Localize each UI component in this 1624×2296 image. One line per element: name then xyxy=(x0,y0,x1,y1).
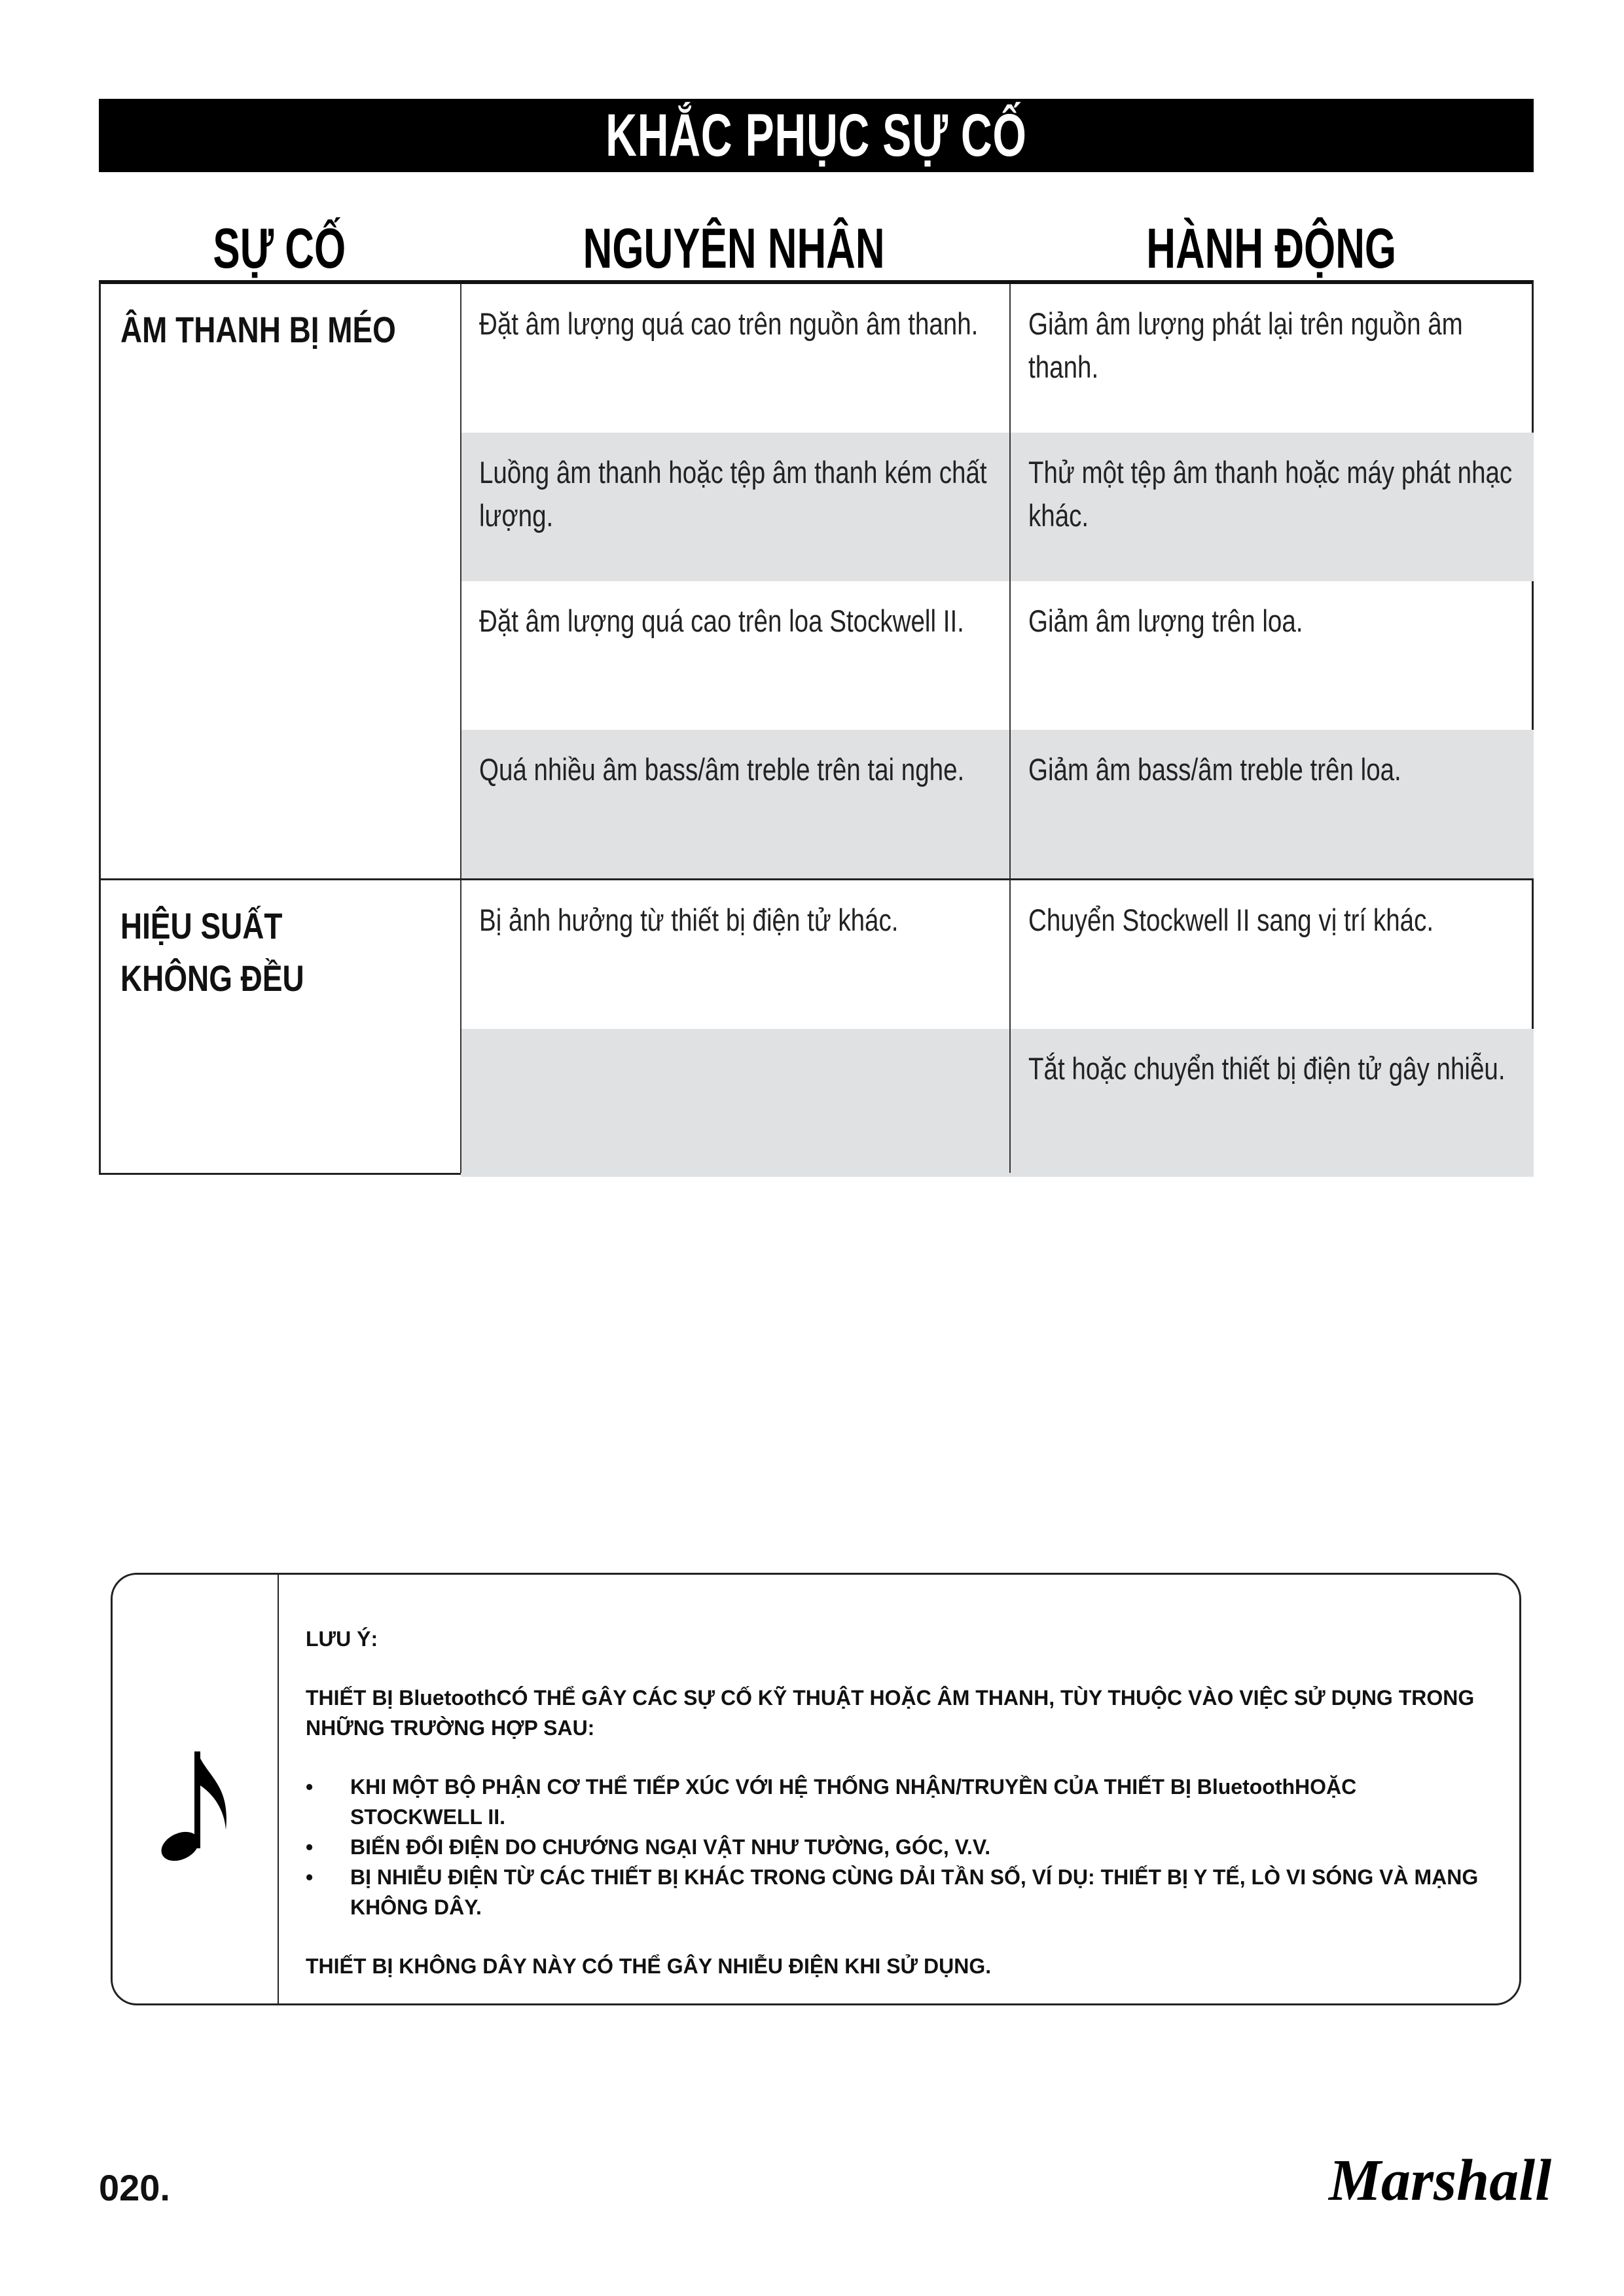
table-row-cause xyxy=(461,1029,1010,1177)
issue-label-distortion: ÂM THANH BỊ MÉO xyxy=(120,309,396,350)
table-row-cause: Đặt âm lượng quá cao trên loa Stockwell II. xyxy=(479,603,964,638)
troubleshooting-table xyxy=(99,280,1534,1175)
table-row-cause: Luồng âm thanh hoặc tệp âm thanh kém chất lượng. xyxy=(461,433,1010,581)
table-row-cause: Đặt âm lượng quá cao trên nguồn âm thanh. xyxy=(479,306,979,341)
note-footer: THIẾT BỊ KHÔNG DÂY NÀY CÓ THỂ GÂY NHIỄU ĐIỆN KHI SỬ DỤNG. xyxy=(306,1954,992,1978)
column-divider xyxy=(460,284,461,1173)
note-divider xyxy=(278,1575,279,2003)
table-row-action: Thử một tệp âm thanh hoặc máy phát nhạc khác. xyxy=(1010,433,1534,581)
column-header-action: HÀNH ĐỘNG xyxy=(1146,217,1396,280)
issue-label-uneven-performance: HIỆU SUẤT KHÔNG ĐỀU xyxy=(120,905,304,999)
group-divider xyxy=(101,878,1532,880)
brand-logo: Marshall xyxy=(1329,2148,1552,2213)
note-box xyxy=(111,1573,1521,2005)
table-row-action: Giảm âm bass/âm treble trên loa. xyxy=(1010,730,1534,878)
page-number: 020. xyxy=(99,2167,170,2208)
note-bullet-list xyxy=(306,1772,1493,1922)
note-bullet: • KHI MỘT BỘ PHẬN CƠ THỂ TIẾP XÚC VỚI HỆ THỐNG NHẬN/TRUYỀN CỦA THIẾT BỊ BluetoothHOẶC STOCKWELL II. xyxy=(306,1772,1493,1832)
page-title: KHẮC PHỤC SỰ CỐ xyxy=(605,101,1027,169)
column-header-issue: SỰ CỐ xyxy=(213,217,346,280)
table-row-action: Tắt hoặc chuyển thiết bị điện tử gây nhiễu. xyxy=(1010,1029,1534,1177)
note-content xyxy=(306,1624,1493,1981)
column-header-cause: NGUYÊN NHÂN xyxy=(583,217,885,280)
table-row-action: Chuyển Stockwell II sang vị trí khác. xyxy=(1028,903,1434,937)
table-row-cause: Quá nhiều âm bass/âm treble trên tai nghe. xyxy=(461,730,1010,878)
page-title-bar xyxy=(99,99,1534,172)
column-divider xyxy=(1009,284,1011,1173)
note-heading: LƯU Ý: xyxy=(306,1627,378,1651)
table-row-action: Giảm âm lượng phát lại trên nguồn âm thanh. xyxy=(1028,306,1463,384)
table-row-cause: Bị ảnh hưởng từ thiết bị điện tử khác. xyxy=(479,903,899,937)
note-intro: THIẾT BỊ BluetoothCÓ THỂ GÂY CÁC SỰ CỐ KỸ THUẬT HOẶC ÂM THANH, TÙY THUỘC VÀO VIỆC SỬ DỤNG TRONG NHỮNG TRƯỜNG HỢP SAU: xyxy=(306,1686,1475,1740)
music-note-icon xyxy=(149,1738,247,1869)
note-bullet: • BỊ NHIỄU ĐIỆN TỪ CÁC THIẾT BỊ KHÁC TRONG CÙNG DẢI TẦN SỐ, VÍ DỤ: THIẾT BỊ Y TẾ, LÒ VI SÓNG VÀ MẠNG KHÔNG DÂY. xyxy=(306,1862,1493,1922)
note-bullet: • BIẾN ĐỔI ĐIỆN DO CHƯỚNG NGẠI VẬT NHƯ TƯỜNG, GÓC, V.V. xyxy=(306,1832,1493,1862)
table-row-action: Giảm âm lượng trên loa. xyxy=(1028,603,1303,638)
